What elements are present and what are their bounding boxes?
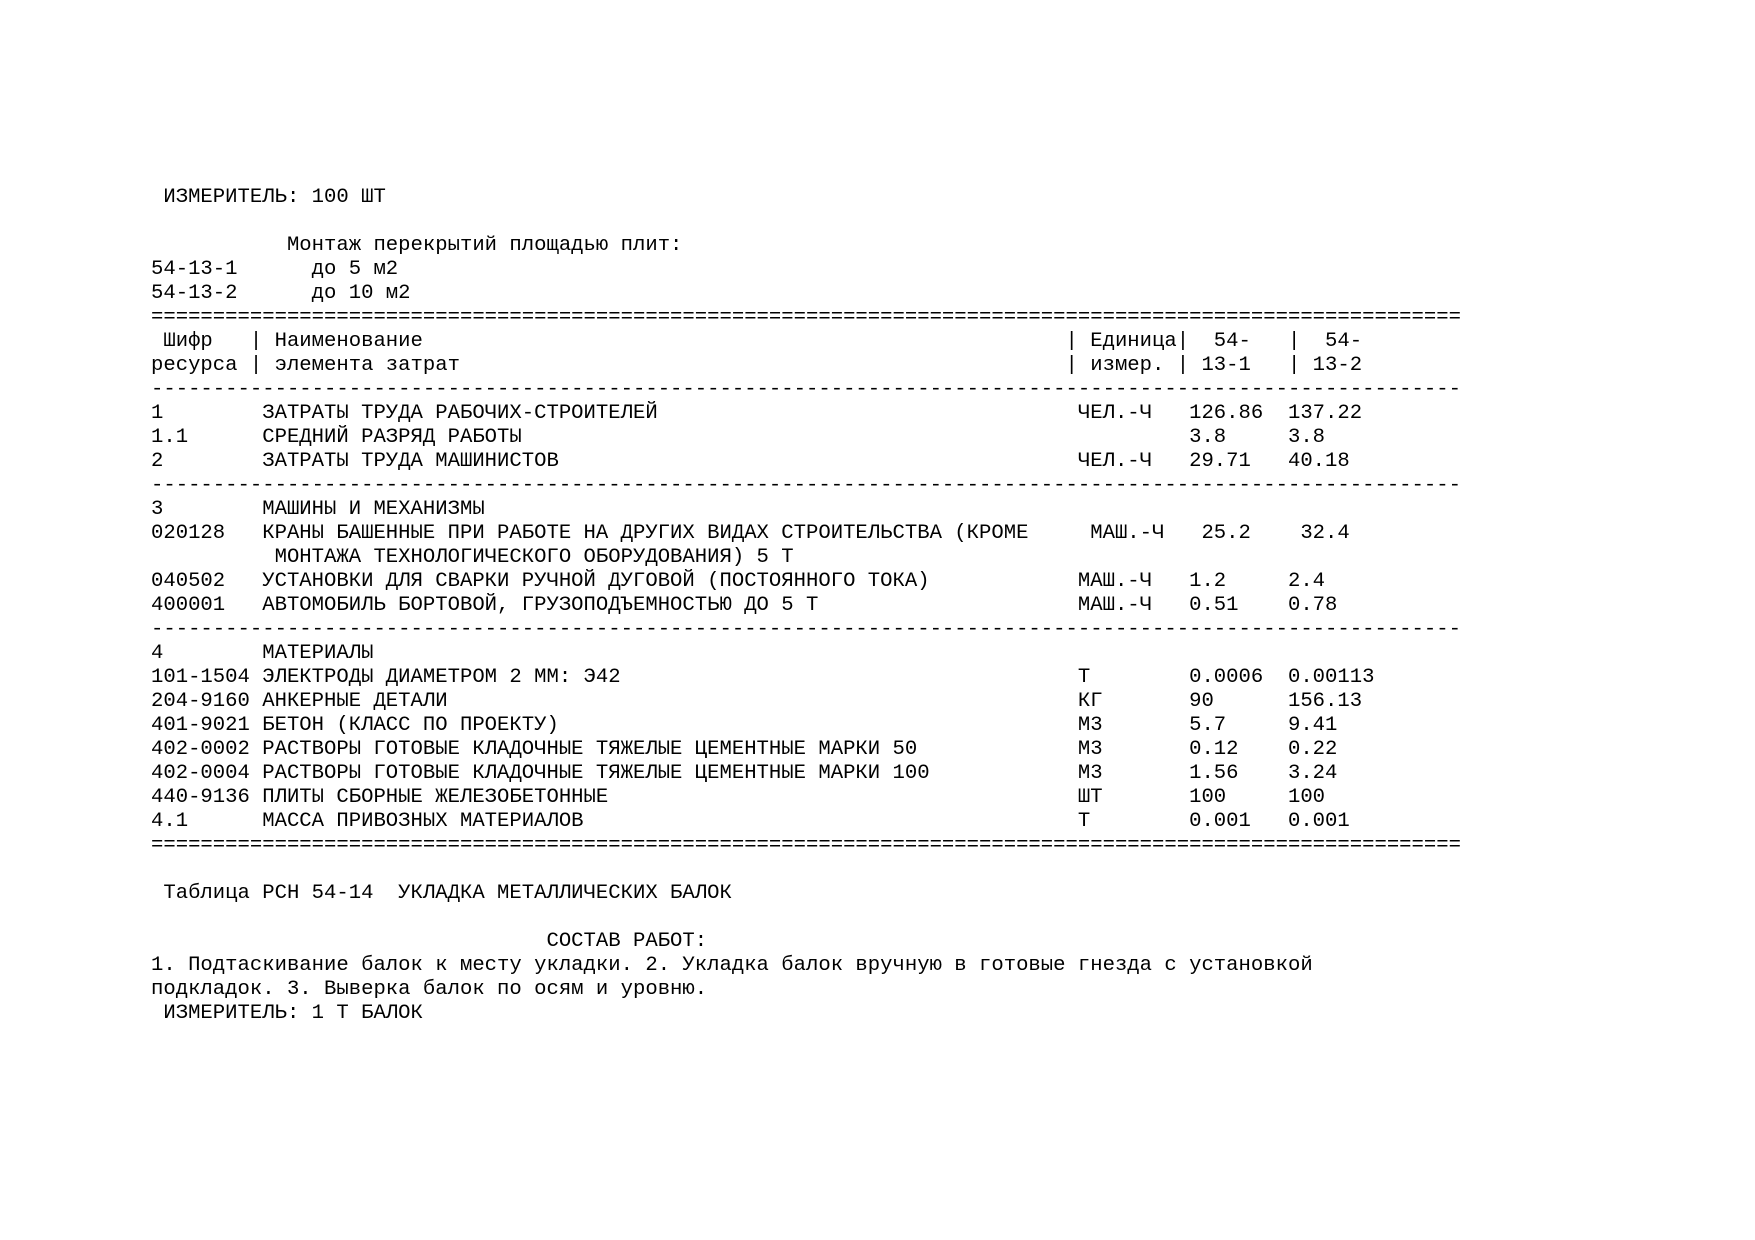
section-subtitle: Монтаж перекрытий площадью плит: — [151, 234, 683, 257]
table-divider: ---------------------------------------------------------------------------------------------------------- — [151, 378, 1461, 401]
table-header-row-2: ресурса | элемента затрат | измер. | 13-1 | 13-2 — [151, 354, 1363, 377]
table-row: 400001 АВТОМОБИЛЬ БОРТОВОЙ, ГРУЗОПОДЪЕМНОСТЬЮ ДО 5 Т МАШ.-Ч 0.51 0.78 — [151, 594, 1338, 617]
measure-unit-2: ИЗМЕРИТЕЛЬ: 1 Т БАЛОК — [151, 1002, 423, 1025]
table-row: 440-9136 ПЛИТЫ СБОРНЫЕ ЖЕЛЕЗОБЕТОННЫЕ ШТ 100 100 — [151, 786, 1326, 809]
variant-54-13-1: 54-13-1 до 5 м2 — [151, 258, 399, 281]
table-row: 3 МАШИНЫ И МЕХАНИЗМЫ — [151, 498, 485, 521]
blank-line — [151, 906, 1631, 930]
work-composition-heading: СОСТАВ РАБОТ: — [151, 930, 708, 953]
table-row: 4.1 МАССА ПРИВОЗНЫХ МАТЕРИАЛОВ Т 0.001 0.001 — [151, 810, 1350, 833]
table-header-row-1: Шифр | Наименование | Единица| 54- | 54- — [151, 330, 1363, 353]
table-row: 1 ЗАТРАТЫ ТРУДА РАБОЧИХ-СТРОИТЕЛЕЙ ЧЕЛ.-Ч 126.86 137.22 — [151, 402, 1363, 425]
table-row: 101-1504 ЭЛЕКТРОДЫ ДИАМЕТРОМ 2 ММ: Э42 Т 0.0006 0.00113 — [151, 666, 1375, 689]
table-row: 020128 КРАНЫ БАШЕННЫЕ ПРИ РАБОТЕ НА ДРУГИХ ВИДАХ СТРОИТЕЛЬСТВА (КРОМЕ МАШ.-Ч 25.2 32.4 — [151, 522, 1350, 545]
work-composition-text: 1. Подтаскивание балок к месту укладки. 2. Укладка балок вручную в готовые гнезда с установкой — [151, 954, 1313, 977]
table-divider: ---------------------------------------------------------------------------------------------------------- — [151, 618, 1461, 641]
blank-line — [151, 210, 1631, 234]
table-row: 1.1 СРЕДНИЙ РАЗРЯД РАБОТЫ 3.8 3.8 — [151, 426, 1326, 449]
table-divider: ---------------------------------------------------------------------------------------------------------- — [151, 474, 1461, 497]
table-row: 401-9021 БЕТОН (КЛАСС ПО ПРОЕКТУ) М3 5.7 9.41 — [151, 714, 1338, 737]
document-page — [151, 186, 1631, 1026]
blank-line — [151, 858, 1631, 882]
table-row: 204-9160 АНКЕРНЫЕ ДЕТАЛИ КГ 90 156.13 — [151, 690, 1363, 713]
measure-unit-1: ИЗМЕРИТЕЛЬ: 100 ШТ — [151, 186, 386, 209]
table-row: 402-0002 РАСТВОРЫ ГОТОВЫЕ КЛАДОЧНЫЕ ТЯЖЕЛЫЕ ЦЕМЕНТНЫЕ МАРКИ 50 М3 0.12 0.22 — [151, 738, 1338, 761]
table-row: 2 ЗАТРАТЫ ТРУДА МАШИНИСТОВ ЧЕЛ.-Ч 29.71 40.18 — [151, 450, 1350, 473]
table-title: Таблица РСН 54-14 УКЛАДКА МЕТАЛЛИЧЕСКИХ БАЛОК — [151, 882, 732, 905]
work-composition-text: подкладок. 3. Выверка балок по осям и уровню. — [151, 978, 708, 1001]
table-border-bottom: ========================================================================================================== — [151, 834, 1461, 857]
table-row: 040502 УСТАНОВКИ ДЛЯ СВАРКИ РУЧНОЙ ДУГОВОЙ (ПОСТОЯННОГО ТОКА) МАШ.-Ч 1.2 2.4 — [151, 570, 1326, 593]
variant-54-13-2: 54-13-2 до 10 м2 — [151, 282, 411, 305]
table-row-continuation: МОНТАЖА ТЕХНОЛОГИЧЕСКОГО ОБОРУДОВАНИЯ) 5 Т — [151, 546, 794, 569]
table-row: 4 МАТЕРИАЛЫ — [151, 642, 374, 665]
table-row: 402-0004 РАСТВОРЫ ГОТОВЫЕ КЛАДОЧНЫЕ ТЯЖЕЛЫЕ ЦЕМЕНТНЫЕ МАРКИ 100 М3 1.56 3.24 — [151, 762, 1338, 785]
table-border-top: ========================================================================================================== — [151, 306, 1461, 329]
